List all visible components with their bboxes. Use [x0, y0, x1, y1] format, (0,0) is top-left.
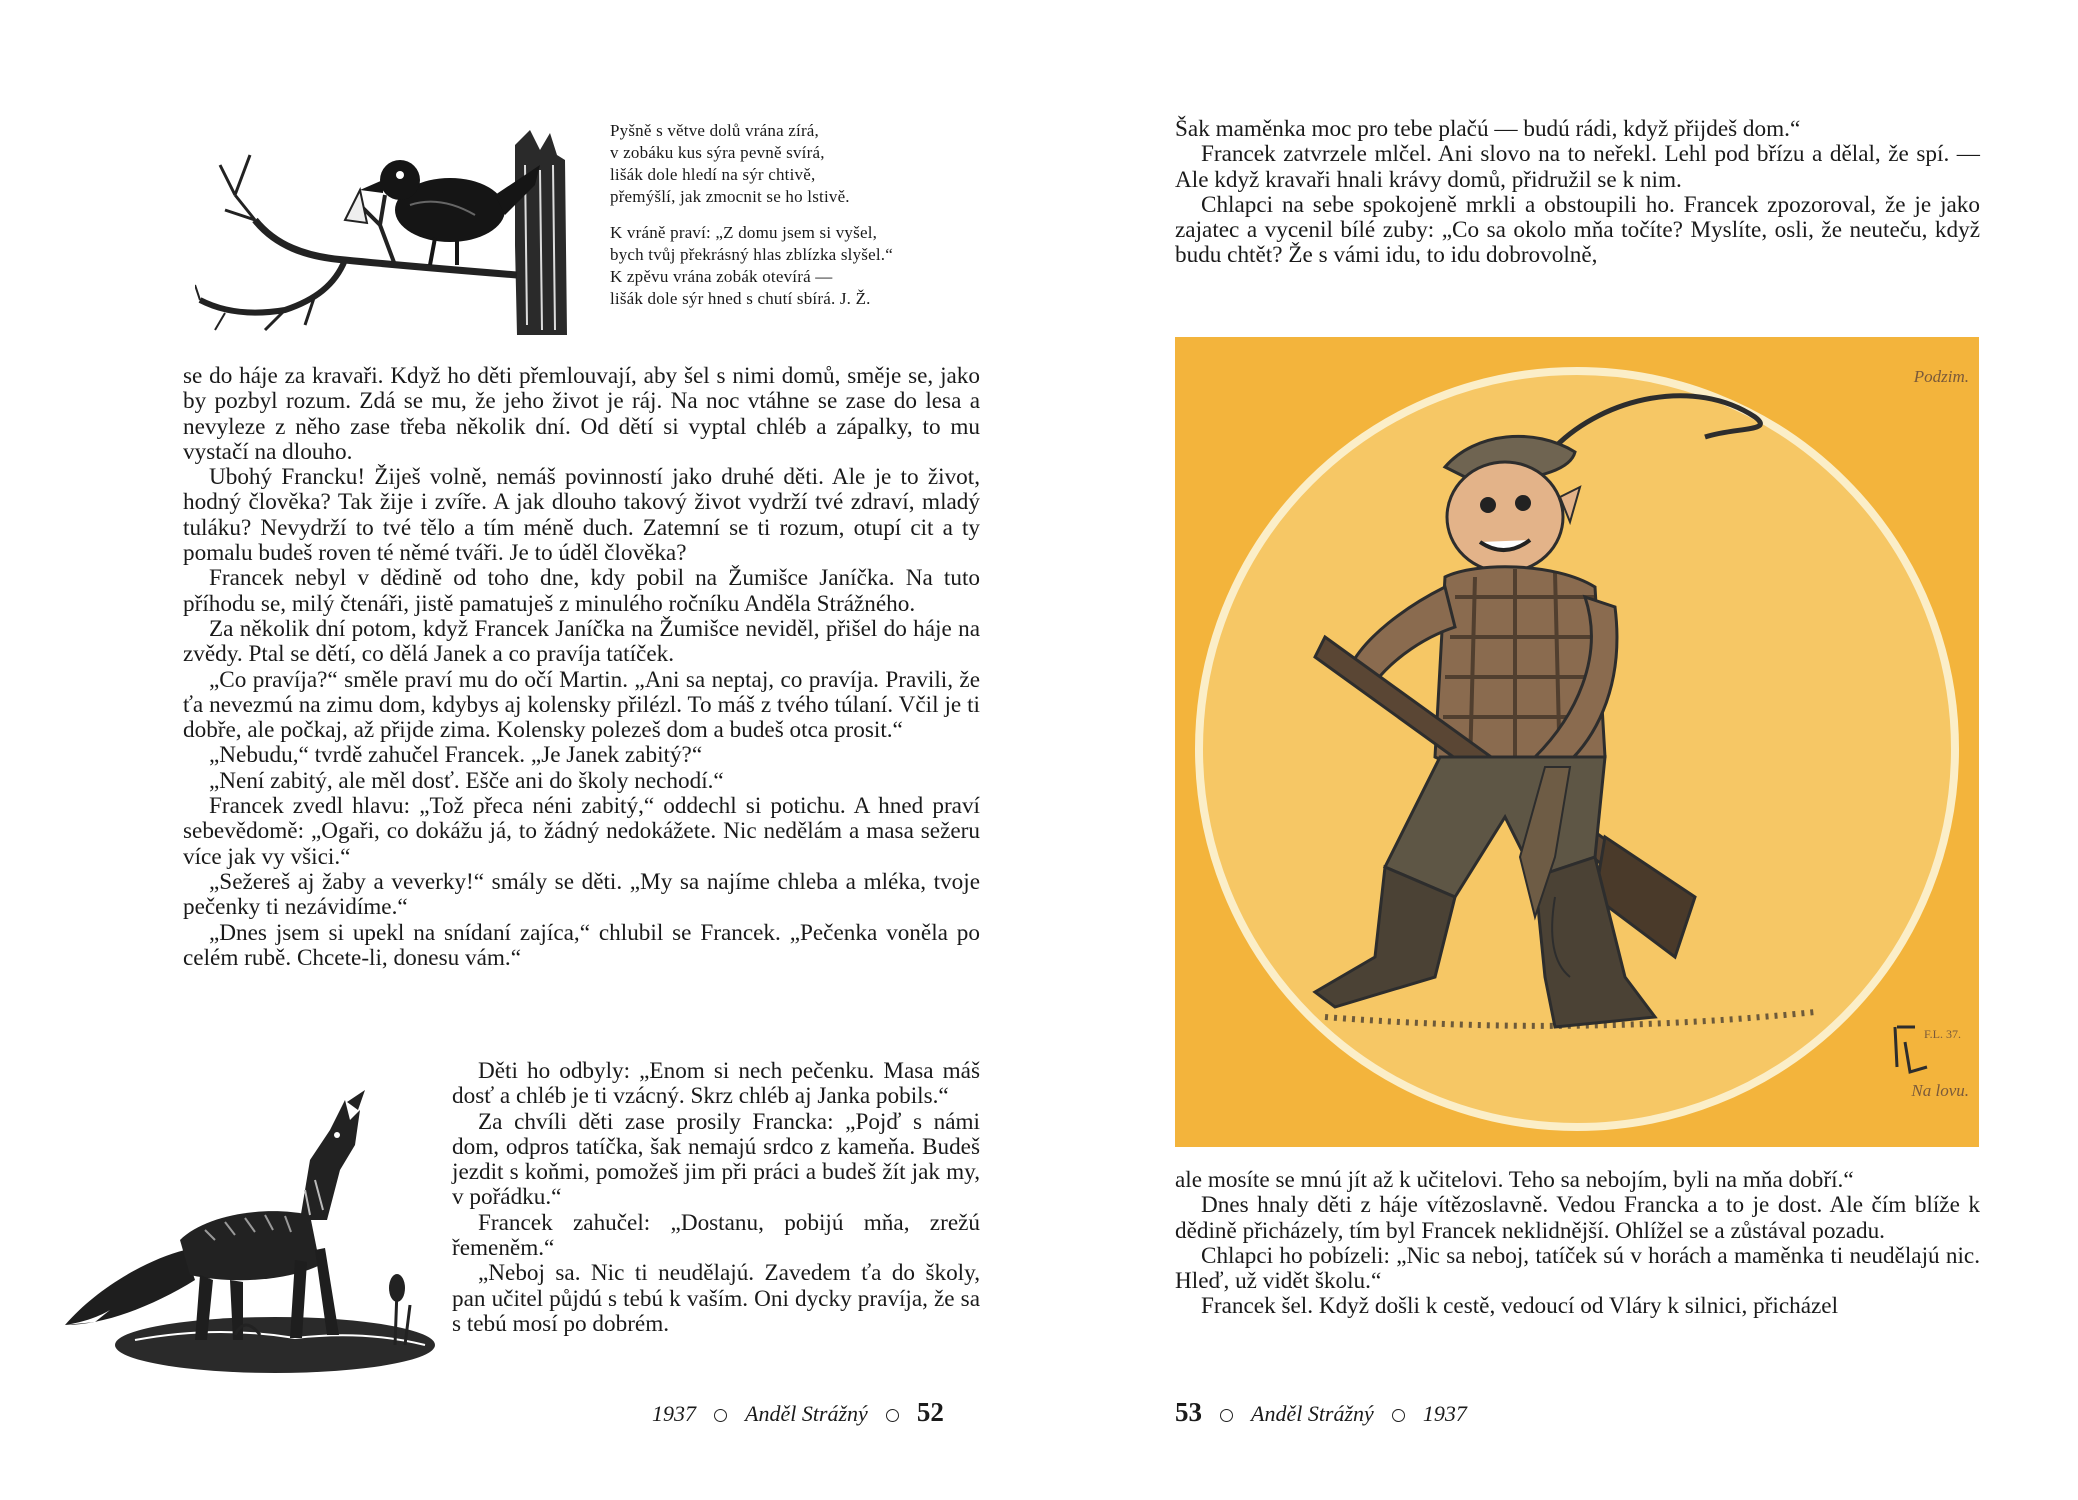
- poem-line: bych tvůj překrásný hlas zblízka slyšel.“: [610, 245, 893, 264]
- circle-separator-icon: [714, 1409, 727, 1422]
- paragraph: Francek šel. Když došli k cestě, vedoucí od Vláry k silnici, přicházel: [1201, 1293, 1839, 1320]
- paragraph: „Sežereš aj žaby a veverky!“ smály se děti. „My sa najíme chleba a mléka, tvoje pečenky ti nezávidíme.“: [183, 868, 980, 921]
- paragraph: „Není zabitý, ale měl dosť. Ešče ani do školy nechodí.“: [209, 767, 724, 794]
- paragraph: „Neboj sa. Nic ti neudělajú. Zavedem ťa do školy, pan učitel půjdú s tebú k vaším. Oni dycky pravíja, že sa s tebú mosí po dobrém.: [452, 1260, 980, 1337]
- paragraph: Ubohý Francku! Žiješ volně, nemáš povinností jako druhé děti. Ale je to život, hodný člověka? Tak žije i zvíře. A jak dlouho takový život vydrží tvé zdraví, mladý tuláku? Nevydrží to tvé tělo a tím méně duch. Zatemní se ti rozum, otupí cit a ty pomalu budeš roven té němé tváři. Je to úděl člověka?: [183, 464, 980, 567]
- paragraph: Francek zatvrzele mlčel. Ani slovo na to neřekl. Lehl pod břízu a dělal, že spí. — Ale když kravaři hnali krávy domů, přidružil se k nim.: [1175, 141, 1980, 193]
- poem-line: v zobáku kus sýra pevně svírá,: [610, 143, 825, 162]
- left-side-text: [452, 1059, 980, 1337]
- paragraph: Dnes hnaly děti z háje vítězoslavně. Vedou Francka a to je dost. Ale čím blíže k dědině přicházely, tím byl Francek neklidnější. Ohlížel se a zůstával pozadu.: [1175, 1192, 1980, 1244]
- page-number: 53: [1175, 1397, 1202, 1427]
- poem-line: K zpěvu vrána zobák otevírá —: [610, 267, 833, 286]
- plate-caption: Na lovu.: [1911, 1081, 1969, 1100]
- footer-year: 1937: [1422, 1401, 1467, 1426]
- poem-line: přemýšlí, jak zmocnit se ho lstivě.: [610, 187, 850, 206]
- signature-year: 37.: [1946, 1027, 1961, 1041]
- paragraph: Chlapci ho pobízeli: „Nic sa neboj, tatíček sú v horách a maměnka ti neudělajú nic. Hleď, už vidět školu.“: [1175, 1242, 1980, 1295]
- paragraph: Francek zvedl hlavu: „Tož přeca néni zabitý,“ oddechl si potichu. A hned praví sebevědomě: „Ogaři, co dokážu já, to žádný nedokážete. Nic nedělám a masa sežeru více jak vy všici.“: [183, 793, 980, 870]
- poem-line: lišák dole hledí na sýr chtivě,: [610, 165, 816, 184]
- circle-separator-icon: [1392, 1409, 1405, 1422]
- paragraph: Šak maměnka moc pro tebe plačú — budú rádi, když přijdeš dom.“: [1175, 116, 1801, 142]
- paragraph: „Dnes jsem si upekl na snídaní zajíca,“ chlubil se Francek. „Pečenka voněla po celém rubě. Chcete-li, donesu vám.“: [183, 919, 980, 971]
- left-main-text: [183, 364, 980, 971]
- signature-initials: F.L.: [1923, 1027, 1943, 1041]
- paragraph: se do háje za kravaři. Když ho děti přemlouvají, aby šel s nimi domů, směje se, jako by pozbyl rozum. Zdá se mu, že jeho život je ráj. Na noc vtáhne se zase do lesa a nevyleze z něho zase třeba několik dní. Od dětí si vyptal chléb a zápalky, to mu vystačí na dlouho.: [183, 363, 980, 465]
- poem-line: K vráně praví: „Z domu jsem si vyšel,: [610, 223, 878, 242]
- right-bottom-text: [1175, 1168, 1980, 1320]
- right-page-footer: [1175, 1397, 1467, 1428]
- fable-poem: [610, 120, 985, 324]
- poem-stanza-1: [610, 120, 985, 208]
- footer-title: Anděl Strážný: [745, 1401, 868, 1426]
- circle-separator-icon: [1220, 1409, 1233, 1422]
- paragraph: Francek nebyl v dědině od toho dne, kdy pobil na Žumišce Janíčka. Na tuto příhodu se, milý čtenáři, jistě pamatuješ z minulého ročníku Anděla Strážného.: [183, 565, 980, 617]
- hunting-boy-illustration: [1175, 337, 1979, 1147]
- howling-fox-illustration: [65, 1090, 435, 1380]
- paragraph: „Co pravíja?“ směle praví mu do očí Martin. „Ani sa neptaj, co pravíja. Pravili, že ťa nevezmú na zimu dom, kdybys aj kolensky přilézl. To máš z tvého túlaní. Včil je ti dobře, ale počkaj, až přijde zima. Kolensky polezeš dom a budeš otca prosit.“: [183, 666, 980, 744]
- circle-separator-icon: [886, 1409, 899, 1422]
- paragraph: ale mosíte se mnú jít až k učitelovi. Teho sa nebojím, byli na mňa dobří.“: [1175, 1167, 1854, 1193]
- right-top-text: [1175, 117, 1980, 269]
- poem-stanza-2: [610, 222, 985, 310]
- poem-line: Pyšně s větve dolů vrána zírá,: [610, 121, 819, 140]
- paragraph: Děti ho odbyly: „Enom si nech pečenku. Masa máš dosť a chléb je ti vzácný. Skrz chléb aj Janka pobils.“: [452, 1058, 980, 1110]
- paragraph: Chlapci na sebe spokojeně mrkli a obstoupili ho. Francek zpozoroval, že je jako zajatec a vycenil bílé zuby: „Co sa okolo mňa točíte? Myslíte, osli, že neuteču, když budu chtět? Že s vámi idu, to idu dobrovolně,: [1175, 191, 1980, 269]
- poem-line-signed: lišák dole sýr hned s chutí sbírá. J. Ž.: [610, 289, 871, 308]
- autumn-hunting-plate: [1175, 337, 1979, 1147]
- paragraph: Za několik dní potom, když Francek Janíčka na Žumišce neviděl, přišel do háje na zvědy. Ptal se dětí, co dělá Janek a co pravíja tatíček.: [183, 615, 980, 668]
- paragraph: Francek zahučel: „Dostanu, pobijú mňa, zrežú řemeněm.“: [452, 1209, 980, 1262]
- left-page-footer: [652, 1397, 944, 1428]
- crow-on-branch-illustration: [195, 125, 595, 335]
- plate-season-label: Podzim.: [1913, 367, 1969, 386]
- plate-signature: [1924, 1027, 1961, 1042]
- paragraph: „Nebudu,“ tvrdě zahučel Francek. „Je Janek zabitý?“: [209, 742, 703, 769]
- footer-title: Anděl Strážný: [1251, 1401, 1374, 1426]
- footer-year: 1937: [652, 1401, 696, 1426]
- page-number: 52: [916, 1397, 944, 1427]
- paragraph: Za chvíli děti zase prosily Francka: „Pojď s námi dom, odpros tatíčka, šak nemajú srdco z kameňa. Budeš jezdit s koňmi, pomožeš jim při práci a budeš žít jak my, v pořádku.“: [452, 1108, 980, 1211]
